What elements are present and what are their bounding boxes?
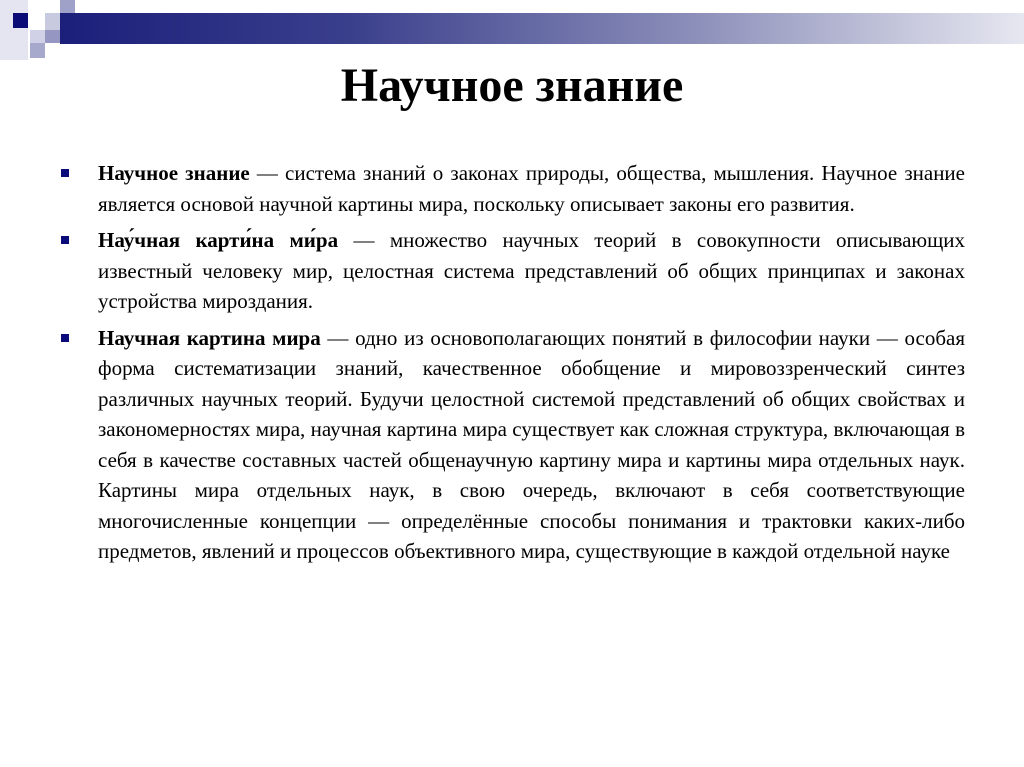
list-item <box>98 323 965 567</box>
definition: — одно из основополагающих понятий в философии науки — особая форма систематизации знаний, качественное обобщение и мировоззренческий синтез различных научных теорий. Будучи целостной системой представлений об общих свойствах и закономерностях мира, научная картина мира существует как сложная структура, включающая в себя в качестве составных частей общенаучную картину мира и картины мира отдельных наук. Картины мира отдельных наук, в свою очередь, включают в себя соответствующие многочисленные концепции — определённые способы понимания и трактовки каких-либо предметов, явлений и процессов объективного мира, существующие в каждой отдельной науке <box>98 325 965 563</box>
term: Нау́чная карти́на ми́ра <box>98 228 339 252</box>
bullet-icon <box>61 169 69 177</box>
slide-title: Научное знание <box>340 59 684 112</box>
bullet-icon <box>61 236 69 244</box>
list-item <box>98 158 965 219</box>
term: Научное знание <box>98 161 250 185</box>
definition: — система знаний о законах природы, общества, мышления. Научное знание является основой научной картины мира, поскольку описывает законы его развития. <box>98 161 965 216</box>
term: Научная картина мира <box>98 325 321 350</box>
bullet-list <box>98 158 965 573</box>
bullet-icon <box>61 334 69 342</box>
header-gradient-bar <box>60 13 1024 44</box>
list-item <box>98 225 965 317</box>
definition: — множество научных теорий в совокупности описывающих известный человеку мир, целостная система представлений об общих принципах и законах устройства мироздания. <box>98 228 965 313</box>
